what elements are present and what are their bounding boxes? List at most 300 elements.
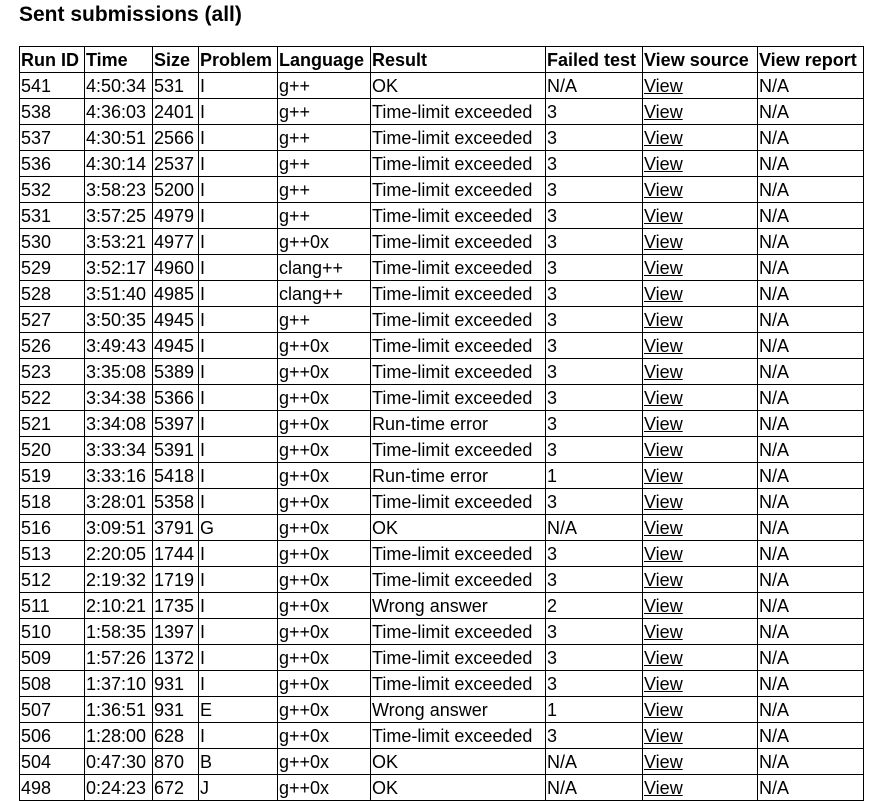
view-report-cell: N/A: [758, 489, 864, 515]
view-source-cell: [643, 333, 758, 359]
run-id-cell: 512: [20, 567, 85, 593]
failed-test-cell: 3: [546, 333, 643, 359]
result-cell: Run-time error: [371, 411, 546, 437]
table-row: [20, 177, 864, 203]
problem-cell: B: [199, 749, 278, 775]
view-report-cell: N/A: [758, 645, 864, 671]
time-cell: 4:30:14: [85, 151, 153, 177]
submissions-table-body: [20, 73, 864, 801]
failed-test-cell: 3: [546, 619, 643, 645]
run-id-cell: 529: [20, 255, 85, 281]
problem-cell: I: [199, 99, 278, 125]
time-cell: 4:30:51: [85, 125, 153, 151]
view-source-link[interactable]: View: [644, 361, 683, 382]
result-cell: Time-limit exceeded: [371, 645, 546, 671]
table-row: [20, 151, 864, 177]
column-header-size: Size: [153, 47, 199, 73]
table-row: [20, 593, 864, 619]
view-source-cell: [643, 411, 758, 437]
language-cell: g++0x: [278, 359, 371, 385]
failed-test-cell: 3: [546, 645, 643, 671]
failed-test-cell: 3: [546, 255, 643, 281]
problem-cell: J: [199, 775, 278, 801]
view-source-cell: [643, 385, 758, 411]
problem-cell: I: [199, 541, 278, 567]
table-row: [20, 645, 864, 671]
result-cell: Run-time error: [371, 463, 546, 489]
table-row: [20, 437, 864, 463]
view-source-link[interactable]: View: [644, 127, 683, 148]
language-cell: g++0x: [278, 463, 371, 489]
size-cell: 4945: [153, 307, 199, 333]
failed-test-cell: 3: [546, 177, 643, 203]
view-report-cell: N/A: [758, 385, 864, 411]
size-cell: 1719: [153, 567, 199, 593]
size-cell: 931: [153, 671, 199, 697]
view-source-cell: [643, 541, 758, 567]
view-report-cell: N/A: [758, 593, 864, 619]
table-row: [20, 697, 864, 723]
view-source-link[interactable]: View: [644, 413, 683, 434]
run-id-cell: 527: [20, 307, 85, 333]
view-source-cell: [643, 619, 758, 645]
run-id-cell: 521: [20, 411, 85, 437]
problem-cell: I: [199, 229, 278, 255]
run-id-cell: 536: [20, 151, 85, 177]
time-cell: 1:58:35: [85, 619, 153, 645]
size-cell: 672: [153, 775, 199, 801]
view-report-cell: N/A: [758, 619, 864, 645]
language-cell: g++: [278, 73, 371, 99]
view-report-cell: N/A: [758, 307, 864, 333]
failed-test-cell: N/A: [546, 775, 643, 801]
view-source-link[interactable]: View: [644, 777, 683, 798]
size-cell: 3791: [153, 515, 199, 541]
time-cell: 3:49:43: [85, 333, 153, 359]
view-source-link[interactable]: View: [644, 75, 683, 96]
view-report-cell: N/A: [758, 203, 864, 229]
view-source-link[interactable]: View: [644, 309, 683, 330]
problem-cell: I: [199, 359, 278, 385]
view-report-cell: N/A: [758, 99, 864, 125]
column-header-language: Language: [278, 47, 371, 73]
language-cell: g++0x: [278, 411, 371, 437]
problem-cell: I: [199, 255, 278, 281]
failed-test-cell: 3: [546, 151, 643, 177]
result-cell: Time-limit exceeded: [371, 671, 546, 697]
failed-test-cell: 1: [546, 697, 643, 723]
problem-cell: I: [199, 489, 278, 515]
view-source-cell: [643, 645, 758, 671]
failed-test-cell: N/A: [546, 749, 643, 775]
column-header-time: Time: [85, 47, 153, 73]
size-cell: 2401: [153, 99, 199, 125]
size-cell: 1735: [153, 593, 199, 619]
problem-cell: I: [199, 723, 278, 749]
result-cell: Time-limit exceeded: [371, 99, 546, 125]
view-source-link[interactable]: View: [644, 647, 683, 668]
table-row: [20, 463, 864, 489]
view-source-link[interactable]: View: [644, 517, 683, 538]
view-source-link[interactable]: View: [644, 283, 683, 304]
view-source-link[interactable]: View: [644, 387, 683, 408]
failed-test-cell: 3: [546, 723, 643, 749]
run-id-cell: 522: [20, 385, 85, 411]
result-cell: OK: [371, 749, 546, 775]
run-id-cell: 509: [20, 645, 85, 671]
result-cell: Time-limit exceeded: [371, 385, 546, 411]
view-source-cell: [643, 307, 758, 333]
view-source-link[interactable]: View: [644, 491, 683, 512]
run-id-cell: 508: [20, 671, 85, 697]
size-cell: 2537: [153, 151, 199, 177]
result-cell: Time-limit exceeded: [371, 723, 546, 749]
view-source-cell: [643, 203, 758, 229]
failed-test-cell: 3: [546, 359, 643, 385]
view-source-link[interactable]: View: [644, 439, 683, 460]
view-source-cell: [643, 593, 758, 619]
view-source-link[interactable]: View: [644, 335, 683, 356]
problem-cell: I: [199, 411, 278, 437]
size-cell: 4985: [153, 281, 199, 307]
failed-test-cell: 1: [546, 463, 643, 489]
table-row: [20, 515, 864, 541]
view-source-cell: [643, 437, 758, 463]
view-report-cell: N/A: [758, 73, 864, 99]
column-header-view-report: View report: [758, 47, 864, 73]
view-source-cell: [643, 515, 758, 541]
time-cell: 0:24:23: [85, 775, 153, 801]
view-source-link[interactable]: View: [644, 621, 683, 642]
result-cell: Wrong answer: [371, 593, 546, 619]
run-id-cell: 530: [20, 229, 85, 255]
failed-test-cell: 3: [546, 281, 643, 307]
failed-test-cell: 3: [546, 489, 643, 515]
view-report-cell: N/A: [758, 567, 864, 593]
result-cell: Time-limit exceeded: [371, 307, 546, 333]
time-cell: 2:10:21: [85, 593, 153, 619]
problem-cell: I: [199, 307, 278, 333]
table-header-row: [20, 47, 864, 73]
view-report-cell: N/A: [758, 463, 864, 489]
table-row: [20, 567, 864, 593]
problem-cell: G: [199, 515, 278, 541]
problem-cell: I: [199, 73, 278, 99]
view-source-cell: [643, 73, 758, 99]
result-cell: Time-limit exceeded: [371, 541, 546, 567]
language-cell: g++0x: [278, 333, 371, 359]
table-row: [20, 749, 864, 775]
language-cell: g++: [278, 151, 371, 177]
size-cell: 628: [153, 723, 199, 749]
time-cell: 3:53:21: [85, 229, 153, 255]
run-id-cell: 518: [20, 489, 85, 515]
result-cell: Time-limit exceeded: [371, 151, 546, 177]
table-row: [20, 125, 864, 151]
size-cell: 870: [153, 749, 199, 775]
run-id-cell: 506: [20, 723, 85, 749]
column-header-run-id: Run ID: [20, 47, 85, 73]
failed-test-cell: 3: [546, 541, 643, 567]
size-cell: 1744: [153, 541, 199, 567]
result-cell: Time-limit exceeded: [371, 619, 546, 645]
view-report-cell: N/A: [758, 333, 864, 359]
column-header-view-source: View source: [643, 47, 758, 73]
result-cell: Time-limit exceeded: [371, 177, 546, 203]
table-row: [20, 333, 864, 359]
time-cell: 2:20:05: [85, 541, 153, 567]
failed-test-cell: 3: [546, 411, 643, 437]
size-cell: 531: [153, 73, 199, 99]
time-cell: 1:36:51: [85, 697, 153, 723]
view-source-cell: [643, 125, 758, 151]
view-source-link[interactable]: View: [644, 725, 683, 746]
language-cell: g++0x: [278, 593, 371, 619]
view-report-cell: N/A: [758, 723, 864, 749]
table-row: [20, 359, 864, 385]
time-cell: 3:28:01: [85, 489, 153, 515]
view-report-cell: N/A: [758, 125, 864, 151]
view-report-cell: N/A: [758, 177, 864, 203]
language-cell: clang++: [278, 255, 371, 281]
time-cell: 3:50:35: [85, 307, 153, 333]
problem-cell: I: [199, 125, 278, 151]
view-source-cell: [643, 723, 758, 749]
language-cell: g++0x: [278, 697, 371, 723]
size-cell: 5366: [153, 385, 199, 411]
view-source-link[interactable]: View: [644, 543, 683, 564]
failed-test-cell: 3: [546, 229, 643, 255]
view-report-cell: N/A: [758, 359, 864, 385]
view-source-cell: [643, 567, 758, 593]
run-id-cell: 526: [20, 333, 85, 359]
result-cell: Time-limit exceeded: [371, 255, 546, 281]
size-cell: 5391: [153, 437, 199, 463]
table-row: [20, 307, 864, 333]
time-cell: 3:58:23: [85, 177, 153, 203]
table-row: [20, 775, 864, 801]
table-row: [20, 541, 864, 567]
language-cell: g++0x: [278, 723, 371, 749]
table-row: [20, 723, 864, 749]
run-id-cell: 510: [20, 619, 85, 645]
language-cell: g++0x: [278, 515, 371, 541]
view-source-link[interactable]: View: [644, 205, 683, 226]
time-cell: 4:36:03: [85, 99, 153, 125]
result-cell: Time-limit exceeded: [371, 359, 546, 385]
run-id-cell: 523: [20, 359, 85, 385]
time-cell: 3:33:34: [85, 437, 153, 463]
view-report-cell: N/A: [758, 255, 864, 281]
time-cell: 2:19:32: [85, 567, 153, 593]
view-source-link[interactable]: View: [644, 257, 683, 278]
table-row: [20, 99, 864, 125]
time-cell: 3:34:08: [85, 411, 153, 437]
result-cell: Time-limit exceeded: [371, 437, 546, 463]
run-id-cell: 513: [20, 541, 85, 567]
column-header-result: Result: [371, 47, 546, 73]
column-header-problem: Problem: [199, 47, 278, 73]
language-cell: g++: [278, 307, 371, 333]
time-cell: 0:47:30: [85, 749, 153, 775]
view-source-link[interactable]: View: [644, 179, 683, 200]
size-cell: 5389: [153, 359, 199, 385]
view-report-cell: N/A: [758, 775, 864, 801]
view-source-cell: [643, 697, 758, 723]
failed-test-cell: 3: [546, 203, 643, 229]
language-cell: g++: [278, 177, 371, 203]
problem-cell: I: [199, 593, 278, 619]
view-source-cell: [643, 151, 758, 177]
size-cell: 4945: [153, 333, 199, 359]
time-cell: 3:57:25: [85, 203, 153, 229]
view-report-cell: N/A: [758, 229, 864, 255]
size-cell: 5397: [153, 411, 199, 437]
problem-cell: I: [199, 151, 278, 177]
problem-cell: I: [199, 567, 278, 593]
result-cell: OK: [371, 775, 546, 801]
result-cell: Time-limit exceeded: [371, 333, 546, 359]
language-cell: g++: [278, 99, 371, 125]
run-id-cell: 520: [20, 437, 85, 463]
run-id-cell: 507: [20, 697, 85, 723]
problem-cell: I: [199, 645, 278, 671]
view-source-link[interactable]: View: [644, 231, 683, 252]
run-id-cell: 528: [20, 281, 85, 307]
size-cell: 5418: [153, 463, 199, 489]
problem-cell: I: [199, 385, 278, 411]
size-cell: 1397: [153, 619, 199, 645]
page-title: Sent submissions (all): [19, 3, 242, 26]
language-cell: g++0x: [278, 645, 371, 671]
view-source-cell: [643, 281, 758, 307]
view-source-cell: [643, 99, 758, 125]
view-source-cell: [643, 177, 758, 203]
view-source-link[interactable]: View: [644, 101, 683, 122]
result-cell: Time-limit exceeded: [371, 489, 546, 515]
size-cell: 4979: [153, 203, 199, 229]
view-report-cell: N/A: [758, 749, 864, 775]
failed-test-cell: N/A: [546, 515, 643, 541]
result-cell: Time-limit exceeded: [371, 203, 546, 229]
table-row: [20, 73, 864, 99]
time-cell: 1:57:26: [85, 645, 153, 671]
language-cell: g++0x: [278, 489, 371, 515]
time-cell: 1:37:10: [85, 671, 153, 697]
column-header-failed-test: Failed test: [546, 47, 643, 73]
view-source-link[interactable]: View: [644, 699, 683, 720]
failed-test-cell: 3: [546, 99, 643, 125]
language-cell: g++0x: [278, 541, 371, 567]
size-cell: 1372: [153, 645, 199, 671]
view-source-link[interactable]: View: [644, 751, 683, 772]
view-source-cell: [643, 229, 758, 255]
view-report-cell: N/A: [758, 671, 864, 697]
view-source-link[interactable]: View: [644, 595, 683, 616]
view-report-cell: N/A: [758, 281, 864, 307]
failed-test-cell: 3: [546, 307, 643, 333]
failed-test-cell: 3: [546, 671, 643, 697]
language-cell: g++0x: [278, 749, 371, 775]
run-id-cell: 538: [20, 99, 85, 125]
failed-test-cell: 3: [546, 385, 643, 411]
problem-cell: I: [199, 671, 278, 697]
view-report-cell: N/A: [758, 541, 864, 567]
view-source-cell: [643, 255, 758, 281]
table-row: [20, 255, 864, 281]
run-id-cell: 541: [20, 73, 85, 99]
problem-cell: I: [199, 177, 278, 203]
result-cell: OK: [371, 73, 546, 99]
failed-test-cell: 3: [546, 437, 643, 463]
run-id-cell: 532: [20, 177, 85, 203]
table-row: [20, 411, 864, 437]
size-cell: 5358: [153, 489, 199, 515]
view-source-link[interactable]: View: [644, 569, 683, 590]
problem-cell: I: [199, 203, 278, 229]
result-cell: Time-limit exceeded: [371, 281, 546, 307]
table-row: [20, 281, 864, 307]
time-cell: 3:52:17: [85, 255, 153, 281]
result-cell: Time-limit exceeded: [371, 229, 546, 255]
problem-cell: I: [199, 333, 278, 359]
run-id-cell: 516: [20, 515, 85, 541]
time-cell: 3:33:16: [85, 463, 153, 489]
time-cell: 3:09:51: [85, 515, 153, 541]
run-id-cell: 519: [20, 463, 85, 489]
submissions-table: [19, 46, 864, 801]
result-cell: Wrong answer: [371, 697, 546, 723]
result-cell: OK: [371, 515, 546, 541]
language-cell: g++0x: [278, 671, 371, 697]
language-cell: g++0x: [278, 775, 371, 801]
problem-cell: I: [199, 281, 278, 307]
view-source-cell: [643, 671, 758, 697]
problem-cell: I: [199, 619, 278, 645]
problem-cell: I: [199, 463, 278, 489]
language-cell: clang++: [278, 281, 371, 307]
result-cell: Time-limit exceeded: [371, 125, 546, 151]
language-cell: g++0x: [278, 619, 371, 645]
failed-test-cell: 2: [546, 593, 643, 619]
view-source-link[interactable]: View: [644, 153, 683, 174]
table-row: [20, 203, 864, 229]
view-source-cell: [643, 775, 758, 801]
problem-cell: I: [199, 437, 278, 463]
language-cell: g++: [278, 125, 371, 151]
view-source-cell: [643, 749, 758, 775]
view-source-link[interactable]: View: [644, 465, 683, 486]
language-cell: g++0x: [278, 437, 371, 463]
size-cell: 4977: [153, 229, 199, 255]
size-cell: 5200: [153, 177, 199, 203]
view-report-cell: N/A: [758, 411, 864, 437]
table-row: [20, 489, 864, 515]
time-cell: 3:34:38: [85, 385, 153, 411]
failed-test-cell: 3: [546, 125, 643, 151]
table-row: [20, 671, 864, 697]
time-cell: 3:51:40: [85, 281, 153, 307]
table-row: [20, 229, 864, 255]
view-source-link[interactable]: View: [644, 673, 683, 694]
result-cell: Time-limit exceeded: [371, 567, 546, 593]
view-report-cell: N/A: [758, 151, 864, 177]
view-source-cell: [643, 359, 758, 385]
time-cell: 3:35:08: [85, 359, 153, 385]
failed-test-cell: N/A: [546, 73, 643, 99]
run-id-cell: 504: [20, 749, 85, 775]
size-cell: 2566: [153, 125, 199, 151]
